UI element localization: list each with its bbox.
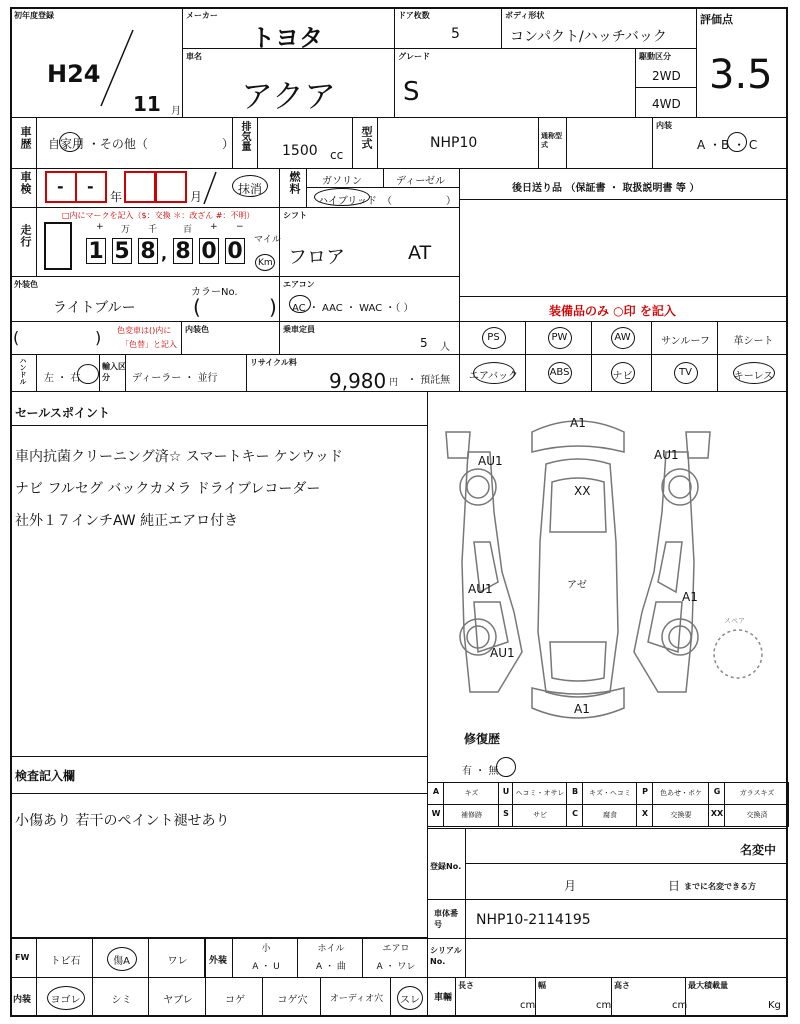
legend-code: U <box>502 787 510 796</box>
legend-code-cell <box>566 804 583 827</box>
legend-code: C <box>572 809 578 818</box>
legend-code-cell <box>427 782 444 805</box>
interior-cell <box>652 117 788 169</box>
int-item-cell <box>92 977 149 1017</box>
legend-desc: キズ・ヘコミ <box>589 789 631 797</box>
ac-circle <box>289 295 311 313</box>
color-change-open: ( <box>13 328 20 347</box>
color-cell <box>10 276 280 322</box>
legend-desc-cell <box>443 804 499 827</box>
legend-desc: 腐食 <box>603 811 617 819</box>
int-item-cell <box>262 977 321 1017</box>
inspection-year-box-2 <box>75 171 107 203</box>
maker-label: メーカー <box>186 11 218 20</box>
fuel-label: 燃料 <box>288 171 301 195</box>
int-item-label: コゲ穴 <box>277 995 308 1006</box>
displacement-label: 排気量 <box>239 121 250 151</box>
damage-mark-2: AU1 <box>478 454 503 468</box>
mileage-digit-5: 0 <box>199 238 219 264</box>
mileage-digit-3: 8 <box>138 238 158 264</box>
inspection-label: 車検 <box>19 171 32 195</box>
equip-label: ナビ <box>612 371 633 382</box>
fuel-gasoline: ガソリン <box>322 176 362 187</box>
legend-code: XX <box>710 809 724 818</box>
model-label: 型式 <box>360 126 373 150</box>
sales-point-line-1: 車内抗菌クリーニング済☆ スマートキー ケンウッド <box>15 449 343 465</box>
ext-item-cell <box>297 938 363 978</box>
capacity-value: 5 <box>420 336 428 350</box>
ext-item-head: 小 <box>261 944 271 954</box>
fuel-other-open: （ <box>382 196 392 207</box>
damage-mark-9: A1 <box>574 702 590 716</box>
legend-code-cell <box>498 804 513 827</box>
mileage-minus: − <box>236 222 244 232</box>
mileage-note: □内にマークを記入（$：交換 ＊：改ざん #：不明） <box>62 211 255 220</box>
int-item-cell <box>36 977 93 1017</box>
equip-cell <box>459 354 526 392</box>
equip-cell <box>525 354 592 392</box>
legend-desc-cell <box>582 782 637 805</box>
equip-circle <box>473 362 515 384</box>
expired-circle <box>232 175 268 197</box>
color-value: ライトブルー <box>53 300 136 316</box>
shift-label: シフト <box>283 211 307 220</box>
inspection-slash <box>200 170 220 206</box>
inspection-dash-1: - <box>57 177 64 196</box>
mileage-label: 走行 <box>19 224 32 248</box>
displacement-value: 1500 <box>282 143 318 159</box>
hybrid-circle <box>314 188 370 206</box>
legend-desc-cell <box>582 804 637 827</box>
repair-history-label: 修復歴 <box>464 732 501 746</box>
int-item-circle <box>47 986 85 1010</box>
serial-label: シリアルNo. <box>430 946 462 966</box>
equip-circle <box>674 362 698 384</box>
equip-cell <box>651 321 718 355</box>
legend-desc-cell <box>652 782 709 805</box>
int-label-cell <box>10 977 37 1017</box>
inspection-month-unit: 月 <box>190 190 203 204</box>
vin-cell <box>427 899 788 939</box>
interior-grades: A ・B ・ C <box>697 138 758 152</box>
reg-date-label: 初年度登録 <box>14 11 54 20</box>
inspection-month-box-1 <box>124 171 156 203</box>
ext-item-head: ホイル <box>317 944 345 954</box>
grade-value: S <box>403 77 420 107</box>
int-item-label: ヤブレ <box>163 995 193 1006</box>
drive-2wd: 2WD <box>652 69 681 83</box>
interior-b-circle <box>727 132 747 152</box>
ext-item-cell <box>232 938 298 978</box>
int-item-cell <box>205 977 263 1017</box>
drive-4wd: 4WD <box>652 97 681 111</box>
int-item-label: ヨゴレ <box>50 995 81 1006</box>
ext-item-cell <box>362 938 428 978</box>
capacity-unit: 人 <box>440 342 450 353</box>
shift-cell <box>279 207 460 277</box>
score-cell <box>696 7 788 118</box>
equip-circle <box>611 362 635 384</box>
car-name-label: 車名 <box>186 52 202 61</box>
int-item-circle <box>397 986 423 1010</box>
notes-title: 検査記入欄 <box>15 769 76 783</box>
equip-circle <box>733 362 775 384</box>
int-item-label: オーディオ穴 <box>329 994 384 1004</box>
size-cell <box>427 977 788 1017</box>
color-code-close: ) <box>269 295 277 319</box>
ext-item-value: A ・ 曲 <box>316 962 346 972</box>
fw-item-cell <box>92 938 149 978</box>
equip-label: サンルーフ <box>661 336 710 347</box>
sales-points-cell <box>10 391 428 757</box>
common-model-label: 通称型式 <box>541 132 562 149</box>
legend-code-cell <box>498 782 513 805</box>
model-label-cell <box>352 117 378 169</box>
recycle-value: 9,980 <box>329 369 387 393</box>
shift-type: AT <box>408 242 432 264</box>
fuel-divider-v <box>383 168 384 188</box>
history-label: 車歴 <box>19 126 32 150</box>
legend-desc-cell <box>512 782 567 805</box>
legend-code-cell <box>636 782 653 805</box>
car-name-cell <box>182 48 395 118</box>
equip-label: エアバック <box>468 371 519 382</box>
fw-item-cell <box>36 938 93 978</box>
displacement-label-cell <box>232 117 258 169</box>
sales-points-title: セールスポイント <box>15 406 110 420</box>
fw-item-label: 傷A <box>113 956 130 967</box>
size-divider-3 <box>611 978 612 1017</box>
size-divider-2 <box>535 978 536 1017</box>
height-label: 高さ <box>614 981 630 990</box>
import-label-cell <box>99 354 126 392</box>
registration-divider-h <box>465 863 788 864</box>
legend-desc: ヘコミ・オサレ <box>515 789 565 797</box>
mileage-digit-1: 1 <box>86 238 106 264</box>
ext-label: 外装 <box>209 956 228 966</box>
int-item-cell <box>148 977 206 1017</box>
ext-item-head: エアロ <box>382 944 410 954</box>
size-divider-1 <box>455 978 456 1017</box>
after-items-divider <box>460 199 788 200</box>
size-divider-4 <box>685 978 686 1017</box>
legend-code-cell <box>708 782 725 805</box>
import-label: 輸入区分 <box>102 362 126 382</box>
equip-cell <box>591 321 652 355</box>
color-label: 外装色 <box>14 280 38 289</box>
legend-desc: サビ <box>533 811 547 819</box>
aircon-label: エアコン <box>283 280 315 289</box>
recycle-unit: 円 <box>389 378 399 388</box>
color-change-note-1: 色変車は()内に <box>117 326 172 335</box>
aircon-cell <box>279 276 460 322</box>
maker-cell <box>182 7 395 52</box>
damage-mark-8: AU1 <box>490 646 515 660</box>
mileage-unit-sen: 千 <box>148 225 158 235</box>
equip-cell <box>591 354 652 392</box>
grade-cell <box>394 48 636 118</box>
after-items-label: 後日送り品 （保証書 ・ 取扱説明書 等 ） <box>512 183 700 194</box>
legend-code: P <box>642 787 648 796</box>
repair-history-value: 有 ・ 無 <box>462 766 499 777</box>
color-change-cell <box>10 321 182 355</box>
height-unit: cm <box>672 1000 688 1011</box>
equip-label: PW <box>551 332 568 343</box>
notes-header <box>10 756 428 794</box>
displacement-unit: cc <box>330 148 344 162</box>
equip-cell <box>717 354 788 392</box>
capacity-label: 乗車定員 <box>283 325 315 334</box>
int-item-cell <box>390 977 428 1017</box>
handle-label-cell <box>10 354 37 392</box>
handle-right-circle <box>77 364 99 384</box>
legend-desc: 色あせ・ボケ <box>660 789 702 797</box>
damage-mark-3: AU1 <box>654 448 679 462</box>
diagram-cell <box>427 391 788 783</box>
legend-desc-cell <box>443 782 499 805</box>
mileage-label-cell <box>10 207 37 277</box>
capacity-cell <box>279 321 460 355</box>
width-label: 幅 <box>538 981 546 990</box>
registration-divider <box>465 829 466 900</box>
fw-label: FW <box>15 953 30 962</box>
equip-cell <box>651 354 718 392</box>
drive-cell <box>635 48 697 118</box>
repair-none-circle <box>496 757 516 777</box>
legend-code: S <box>503 809 509 818</box>
mileage-mark-box <box>44 222 72 270</box>
drive-divider <box>636 87 697 88</box>
interior-label: 内装 <box>656 121 672 130</box>
color-code-open: ( <box>193 295 201 319</box>
model-value: NHP10 <box>430 135 478 151</box>
damage-mark-4: XX <box>574 484 591 498</box>
fw-item-label: トビ石 <box>50 956 81 967</box>
fuel-hybrid: ハイブリッド <box>318 196 377 207</box>
fuel-diesel: ディーゼル <box>396 176 445 187</box>
vin-divider <box>465 900 466 939</box>
body-cell <box>501 7 697 49</box>
width-unit: cm <box>596 1000 612 1011</box>
reg-date-cell <box>10 7 183 118</box>
inspection-dash-2: - <box>87 177 94 196</box>
car-name-value: アクア <box>241 77 337 115</box>
name-change-label: 名変中 <box>740 843 777 857</box>
reg-month-unit: 月 <box>171 106 181 117</box>
legend-code: G <box>713 787 721 796</box>
recycle-cell <box>246 354 460 392</box>
registration-month-unit: 月 <box>564 879 577 893</box>
drive-label: 駆動区分 <box>639 52 671 61</box>
history-usage-close: ） <box>222 137 235 151</box>
sales-points-divider <box>11 425 428 426</box>
body-value: コンパクト/ハッチバック <box>510 29 667 45</box>
legend-desc: 交換要 <box>670 811 692 819</box>
mileage-unit-hyaku: 百 <box>183 225 193 235</box>
int-item-label: スレ <box>400 995 420 1006</box>
equip-label: AW <box>614 332 631 343</box>
serial-divider <box>465 939 466 978</box>
load-label: 最大積載量 <box>688 981 728 990</box>
mileage-km: Km <box>258 258 273 268</box>
fw-label-cell <box>10 938 37 978</box>
interior-color-label: 内装色 <box>185 325 209 334</box>
equip-label: 革シート <box>733 336 774 347</box>
legend-desc: キズ <box>464 789 479 797</box>
mileage-mile: マイル <box>254 235 281 245</box>
equip-circle <box>611 327 635 349</box>
int-label: 内装 <box>13 995 32 1005</box>
legend-code-cell <box>566 782 583 805</box>
mileage-digit-2: 5 <box>112 238 132 264</box>
spare-label: スペア <box>724 617 745 625</box>
mileage-comma: , <box>161 244 168 263</box>
size-label: 車輛 <box>434 993 453 1003</box>
legend-desc-cell <box>652 804 709 827</box>
int-item-cell <box>320 977 391 1017</box>
body-label: ボディ形状 <box>505 11 545 20</box>
inspection-label-cell <box>10 168 37 208</box>
equip-circle <box>548 327 572 349</box>
common-model-label-cell <box>538 117 567 169</box>
legend-desc-cell <box>724 782 789 805</box>
mileage-plus-1: + <box>96 222 104 232</box>
damage-mark-1: A1 <box>570 416 586 430</box>
inspection-month-box-2 <box>155 171 187 203</box>
length-unit: cm <box>520 1000 536 1011</box>
equip-label: TV <box>679 367 692 378</box>
mileage-unit-man: 万 <box>121 225 131 235</box>
fw-item-cell <box>148 938 205 978</box>
vin-label: 車体番号 <box>434 909 458 929</box>
aircon-value: AC ・ AAC ・ WAC ・（ ） <box>292 303 414 314</box>
history-label-cell <box>10 117 37 169</box>
inspection-expired: 抹消 <box>238 182 263 196</box>
mileage-plus-2: + <box>210 222 218 232</box>
mileage-digit-4: 8 <box>173 238 193 264</box>
legend-code-cell <box>636 804 653 827</box>
notes-text: 小傷あり 若干のペイント褪せあり <box>15 813 230 829</box>
damage-mark-7: A1 <box>682 590 698 604</box>
after-items-cell <box>459 168 788 297</box>
reg-era: H24 <box>47 60 101 88</box>
recycle-deposit: ・ 預託無 <box>407 375 451 386</box>
equip-cell <box>459 321 526 355</box>
legend-code-cell <box>708 804 725 827</box>
fuel-other-close: ） <box>446 196 456 207</box>
doors-label: ドア枚数 <box>398 11 430 20</box>
fw-item-circle <box>107 947 137 971</box>
int-item-label: コゲ <box>225 995 245 1006</box>
reg-month: 11 <box>133 92 161 116</box>
vin-value: NHP10-2114195 <box>476 912 591 928</box>
color-change-close: ) <box>95 328 102 347</box>
equip-label: キーレス <box>733 371 774 382</box>
registration-cell <box>427 828 788 900</box>
legend-code: B <box>571 787 579 796</box>
legend-code: A <box>432 787 440 796</box>
handle-lr: 左 ・ 右 <box>44 373 81 384</box>
notes-body <box>10 793 428 938</box>
equip-header <box>459 296 788 322</box>
legend-code: X <box>641 809 649 818</box>
fw-item-label: ワレ <box>167 956 188 967</box>
legend-desc-cell <box>724 804 789 827</box>
registration-label: 登録No. <box>430 862 462 871</box>
color-code-label: カラーNo. <box>191 287 238 298</box>
equip-label: ABS <box>549 367 570 378</box>
handle-label: ハンドル <box>19 357 27 385</box>
equip-circle <box>548 362 572 384</box>
ext-label-cell <box>205 938 233 978</box>
legend-desc: ガラスキズ <box>739 789 775 797</box>
legend-desc-cell <box>512 804 567 827</box>
fuel-label-cell <box>279 168 307 208</box>
doors-value: 5 <box>451 26 460 42</box>
grade-label: グレード <box>398 52 430 61</box>
int-item-label: シミ <box>111 995 132 1006</box>
ext-item-value: A ・ ワレ <box>376 962 416 972</box>
sales-point-line-3: 社外１７インチAW 純正エアロ付き <box>15 513 239 529</box>
shift-value: フロア <box>288 246 346 268</box>
equip-header-label: 装備品のみ ○印 を記入 <box>549 304 676 318</box>
mileage-digit-6: 0 <box>225 238 245 264</box>
equip-cell <box>525 321 592 355</box>
legend-code: W <box>431 809 441 818</box>
inspection-year-unit: 年 <box>110 190 123 204</box>
registration-deadline: までに名変できる方 <box>684 882 756 891</box>
registration-day-unit: 日 <box>668 879 681 893</box>
length-label: 長さ <box>458 981 474 990</box>
damage-mark-6: AU1 <box>468 582 493 596</box>
private-use-circle <box>59 132 81 152</box>
import-value: ディーラー ・ 並行 <box>132 373 218 384</box>
legend-desc: 補修跡 <box>461 811 482 819</box>
equip-circle <box>482 327 506 349</box>
equip-label: PS <box>487 332 500 343</box>
history-usage: 自家用 ・その他（ <box>48 137 148 151</box>
interior-color-cell <box>181 321 280 355</box>
color-change-note-2: 「色替」と記入 <box>121 340 177 349</box>
load-unit: Kg <box>768 1000 781 1011</box>
km-circle <box>255 254 275 271</box>
inspection-year-box-1 <box>45 171 77 203</box>
score-value: 3.5 <box>709 52 773 98</box>
legend-code-cell <box>427 804 444 827</box>
serial-cell <box>427 938 788 978</box>
damage-mark-5: アゼ <box>567 580 587 591</box>
ext-item-value: A ・ U <box>252 962 280 972</box>
equip-cell <box>717 321 788 355</box>
doors-cell <box>394 7 502 49</box>
legend-desc: 交換済 <box>746 811 768 819</box>
score-label: 評価点 <box>700 13 733 26</box>
maker-value: トヨタ <box>251 24 323 52</box>
recycle-label: リサイクル料 <box>250 358 297 367</box>
sales-point-line-2: ナビ フルセグ バックカメラ ドライブレコーダー <box>15 481 321 497</box>
